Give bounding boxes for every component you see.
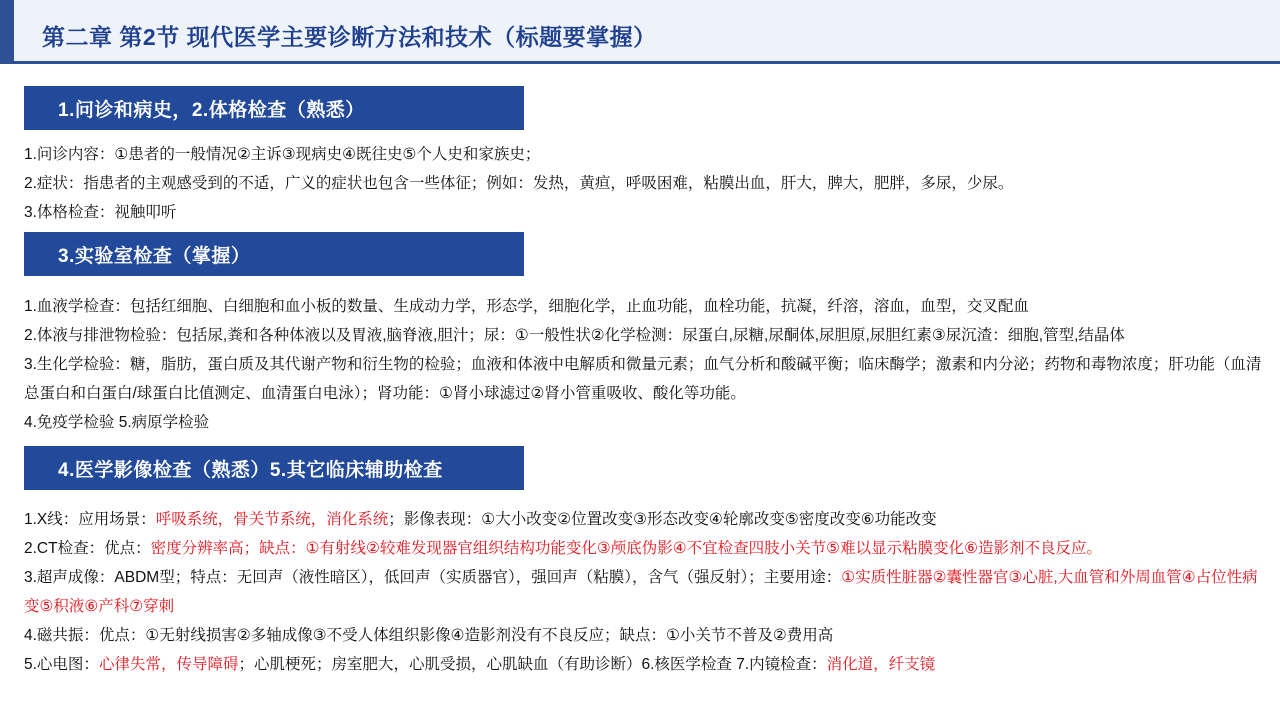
body-line-rich [24, 534, 1264, 563]
body-line-rich [24, 563, 1264, 621]
plain-text: 3.超声成像：ABDM型；特点：无回声（液性暗区），低回声（实质器官），强回声（粘膜），含气（强反射）；主要用途： [24, 569, 842, 586]
highlight-text: 呼吸系统，骨关节系统，消化系统 [155, 511, 389, 528]
body-line: 2.症状：指患者的主观感受到的不适，广义的症状也包含一些体征；例如：发热，黄疸，呼吸困难，粘膜出血，肝大，脾大，肥胖，多尿，少尿。 [24, 175, 1014, 192]
slide-header [0, 0, 1280, 64]
section-heading-2: 3.实验室检查（掌握） [24, 232, 524, 276]
body-line: 3.生化学检验：糖，脂肪，蛋白质及其代谢产物和衍生物的检验；血液和体液中电解质和微量元素；血气分析和酸碱平衡；临床酶学；激素和内分泌；药物和毒物浓度；肝功能（血清总蛋白和白蛋白/球蛋白比值测定、血清蛋白电泳）；肾功能：①肾小球滤过②肾小管重吸收、酸化等功能。 [24, 356, 1262, 402]
body-line-rich [24, 505, 1264, 534]
plain-text: ；心肌梗死；房室肥大，心肌受损，心肌缺血（有助诊断）6.核医学检查 7.内镜检查： [238, 656, 827, 673]
plain-text: 1.X线：应用场景： [24, 511, 156, 528]
body-line: 4.免疫学检验 5.病原学检验 [24, 414, 210, 431]
plain-text: 5.心电图： [24, 656, 99, 673]
body-line-rich [24, 650, 1264, 679]
page-title: 第二章 第2节 现代医学主要诊断方法和技术（标题要掌握） [42, 24, 657, 50]
highlight-text: ①实质性脏器②囊性器官③心脏,大血管和外周血管④占位性病变⑤积液⑥产科⑦穿刺 [24, 569, 1258, 615]
plain-text: 4.磁共振：优点：①无射线损害②多轴成像③不受人体组织影像④造影剂没有不良反应；缺点：①小关节不普及②费用高 [24, 627, 834, 644]
plain-text: ；影像表现：①大小改变②位置改变③形态改变④轮廓改变⑤密度改变⑥功能改变 [388, 511, 937, 528]
section-body-3 [24, 505, 1264, 679]
highlight-text: 消化道，纤支镜 [826, 656, 936, 673]
section-heading-3: 4.医学影像检查（熟悉）5.其它临床辅助检查 [24, 446, 524, 490]
header-accent-bar [0, 0, 14, 64]
body-line: 1.问诊内容：①患者的一般情况②主诉③现病史④既往史⑤个人史和家族史； [24, 146, 541, 163]
section-body-2 [24, 292, 1264, 437]
body-line: 1.血液学检查：包括红细胞、白细胞和血小板的数量、生成动力学，形态学，细胞化学，止血功能，血栓功能，抗凝，纤溶，溶血，血型，交叉配血 [24, 298, 1029, 315]
body-line: 2.体液与排泄物检验：包括尿,粪和各种体液以及胃液,脑脊液,胆汁；尿：①一般性状②化学检测：尿蛋白,尿糖,尿酮体,尿胆原,尿胆红素③尿沉渣：细胞,管型,结晶体 [24, 327, 1125, 344]
plain-text: 2.CT检查：优点： [24, 540, 151, 557]
section-heading-1: 1.问诊和病史，2.体格检查（熟悉） [24, 86, 524, 130]
highlight-text: 密度分辨率高；缺点：①有射线②较难发现器官组织结构功能变化③颅底伪影④不宜检查四肢小关节⑤难以显示粘膜变化⑥造影剂不良反应。 [150, 540, 1102, 557]
body-line: 3.体格检查：视触叩听 [24, 204, 177, 221]
section-body-1 [24, 140, 1264, 227]
highlight-text: 心律失常，传导障碍 [98, 656, 239, 673]
body-line-rich [24, 621, 1264, 650]
